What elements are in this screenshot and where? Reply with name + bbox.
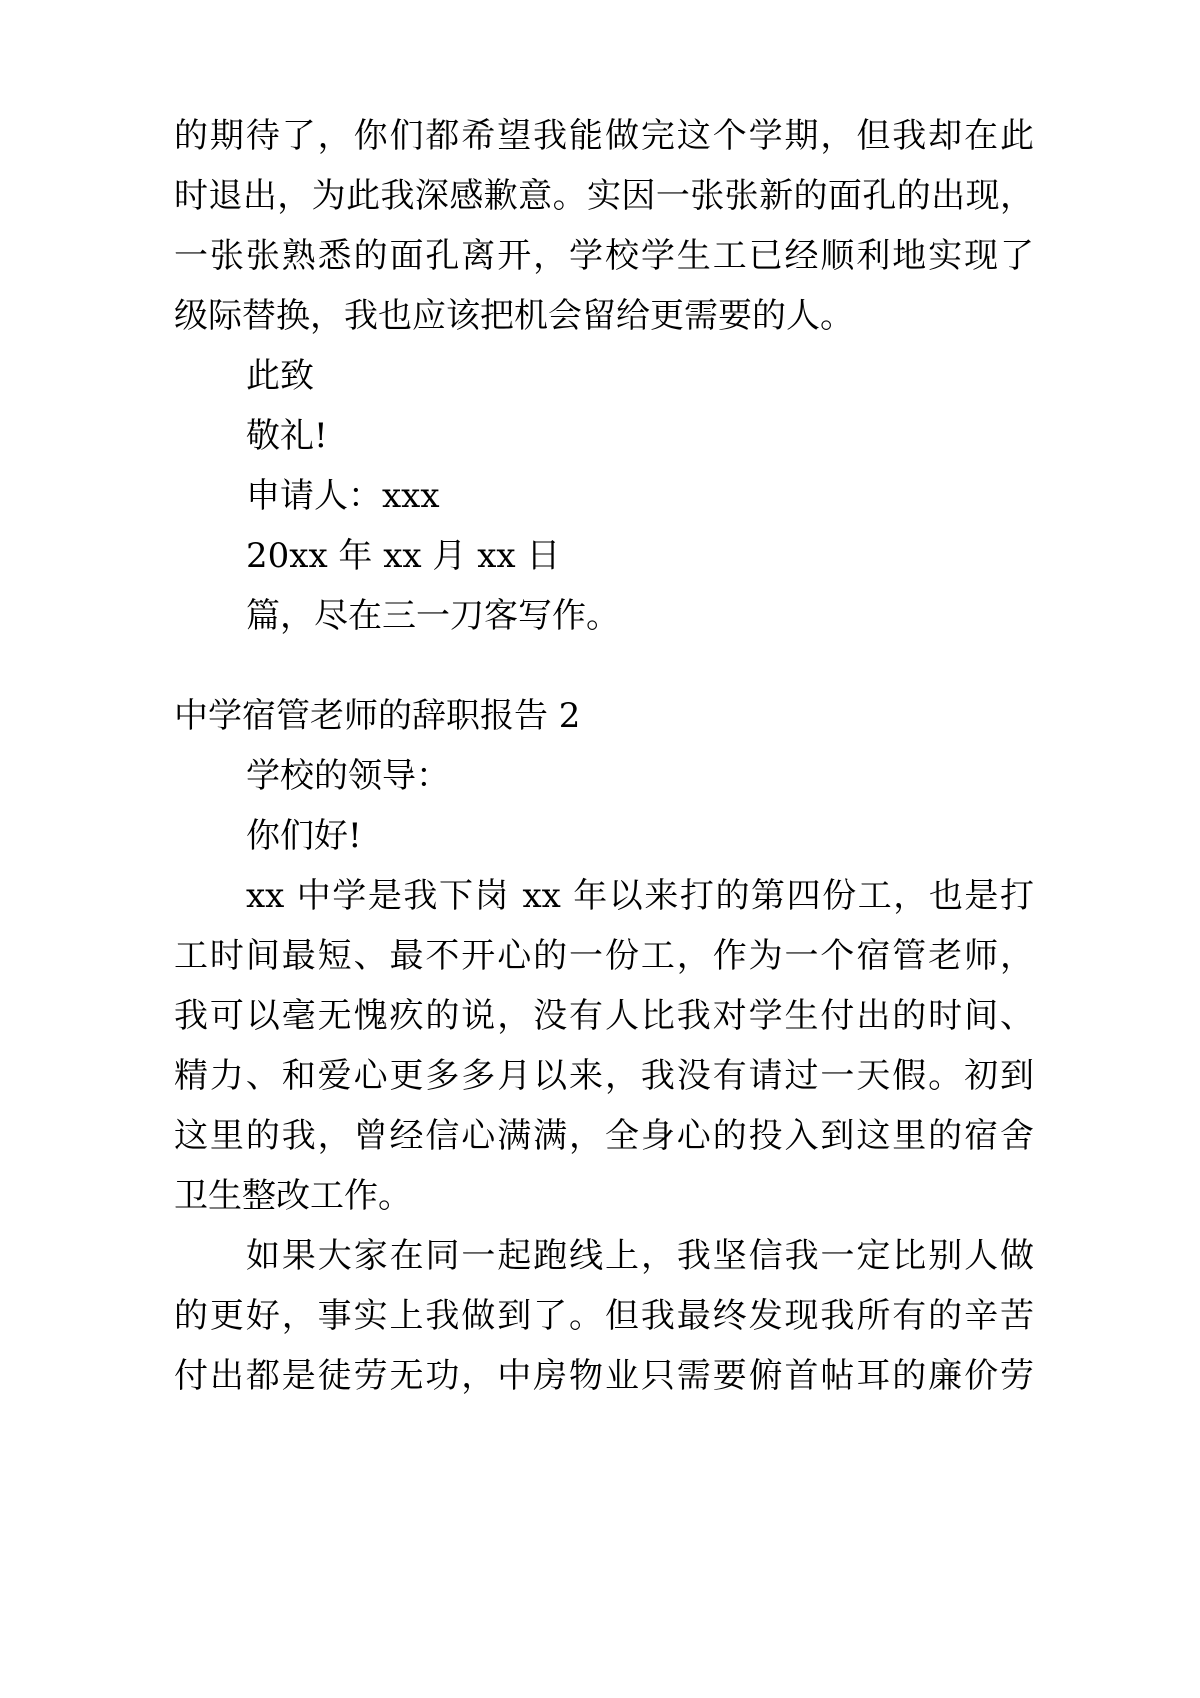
letter2-greeting: 你们好! (246, 816, 362, 856)
letter2-paragraph2-line: 付出都是徒劳无功，中房物业只需要俯首帖耳的廉价劳 (174, 1356, 1034, 1396)
letter2-title: 中学宿管老师的辞职报告 2 (174, 696, 581, 736)
letter2-addressee: 学校的领导： (246, 756, 450, 796)
letter2-paragraph1-line: 卫生整改工作。 (174, 1176, 412, 1216)
letter1-closing: 此致 (246, 356, 314, 396)
letter1-date: 20xx 年 xx 月 xx 日 (246, 536, 561, 576)
letter2-paragraph2-line: 的更好，事实上我做到了。但我最终发现我所有的辛苦 (174, 1296, 1034, 1336)
letter1-body-line: 一张张熟悉的面孔离开，学校学生工已经顺利地实现了 (174, 236, 1034, 276)
letter1-salute: 敬礼! (246, 416, 328, 456)
letter1-body-line: 时退出，为此我深感歉意。实因一张张新的面孔的出现， (174, 176, 1034, 216)
letter1-applicant: 申请人：xxx (246, 476, 440, 516)
letter2-paragraph1-line: 精力、和爱心更多多月以来，我没有请过一天假。初到 (174, 1056, 1034, 1096)
letter2-paragraph2-line: 如果大家在同一起跑线上，我坚信我一定比别人做 (246, 1236, 1034, 1276)
letter2-paragraph1-line: xx 中学是我下岗 xx 年以来打的第四份工，也是打 (246, 876, 1034, 916)
letter2-paragraph1-line: 工时间最短、最不开心的一份工，作为一个宿管老师， (174, 936, 1034, 976)
letter2-paragraph1-line: 我可以毫无愧疚的说，没有人比我对学生付出的时间、 (174, 996, 1034, 1036)
letter1-body-line: 级际替换，我也应该把机会留给更需要的人。 (174, 296, 854, 336)
letter2-paragraph1-line: 这里的我，曾经信心满满，全身心的投入到这里的宿舍 (174, 1116, 1034, 1156)
letter1-note: 篇，尽在三一刀客写作。 (246, 596, 620, 636)
letter1-body-line: 的期待了，你们都希望我能做完这个学期，但我却在此 (174, 116, 1034, 156)
